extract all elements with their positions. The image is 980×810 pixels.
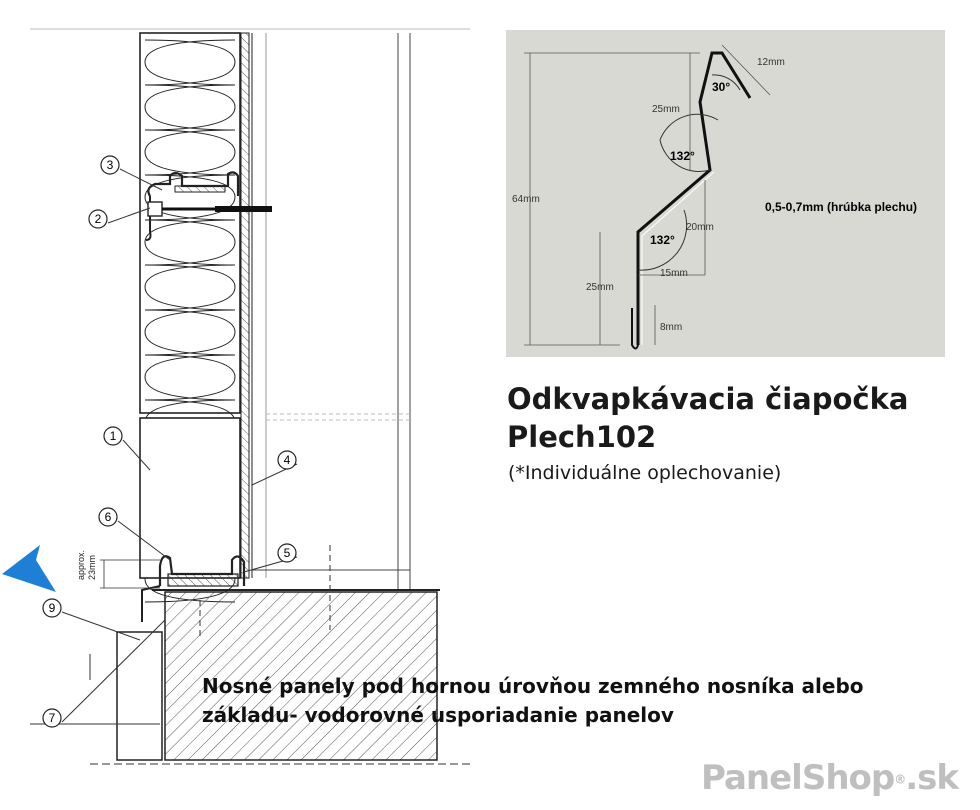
callout-label-6: 6 bbox=[104, 510, 112, 524]
logo-dot: ® bbox=[894, 772, 906, 787]
section-title-line-1: Odkvapkávacia čiapočka bbox=[507, 382, 909, 416]
logo-suffix: .sk bbox=[905, 758, 958, 798]
callout-leader-9 bbox=[62, 612, 140, 640]
angle-label-0: 30° bbox=[712, 80, 731, 94]
angle-label-2: 132° bbox=[650, 233, 675, 247]
caption-line-1: Nosné panely pod hornou úrovňou zemného nosníka alebo bbox=[202, 674, 864, 698]
dimension-label-4: 15mm bbox=[660, 268, 688, 279]
panelshop-logo bbox=[701, 758, 958, 798]
approx-label-1: approx. bbox=[76, 549, 86, 580]
section-subtitle: (*Individuálne oplechovanie) bbox=[508, 462, 782, 484]
callout-label-2: 2 bbox=[94, 212, 102, 226]
dimension-label-6: 8mm bbox=[660, 322, 683, 333]
dimension-label-2: 12mm bbox=[757, 57, 785, 68]
callout-label-1: 1 bbox=[109, 429, 117, 443]
dimension-label-5: 25mm bbox=[586, 282, 614, 293]
panel-inner-skin bbox=[241, 33, 266, 578]
caption-line-2: základu- vodorovné usporiadanie panelov bbox=[202, 703, 674, 727]
thickness-note: 0,5-0,7mm (hrúbka plechu) bbox=[765, 200, 918, 214]
dimension-label-3: 20mm bbox=[686, 222, 714, 233]
insulation-panel-foundation bbox=[117, 632, 162, 760]
callout-label-4: 4 bbox=[283, 453, 291, 467]
callout-label-3: 3 bbox=[106, 158, 114, 172]
callout-label-9: 9 bbox=[48, 601, 56, 615]
angle-label-1: 132° bbox=[670, 149, 695, 163]
dimension-label-1: 25mm bbox=[652, 104, 680, 115]
section-title bbox=[507, 380, 908, 456]
inner-frame-lines bbox=[252, 33, 410, 590]
section-title-line-2: Plech102 bbox=[507, 420, 657, 454]
insulation-panel-lower bbox=[140, 418, 240, 578]
dimension-label-0: 64mm bbox=[512, 194, 540, 205]
drawing-caption bbox=[202, 672, 864, 730]
callout-label-7: 7 bbox=[48, 711, 56, 725]
callout-label-5: 5 bbox=[283, 546, 291, 560]
highlight-arrow bbox=[2, 545, 56, 592]
approx-label-2: 23mm bbox=[87, 554, 97, 580]
logo-text: PanelShop bbox=[700, 758, 895, 798]
